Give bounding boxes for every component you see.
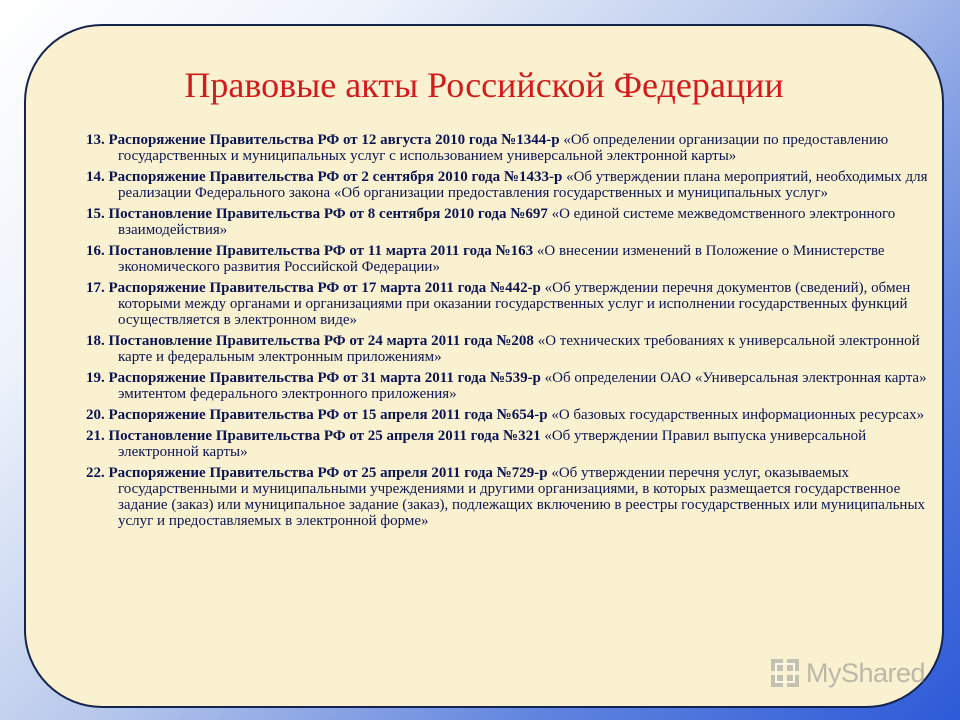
act-subject: «Об определении организации по предоставлению государственных и муниципальных услуг с использованием универсальной электронной карты» [118, 132, 889, 164]
slide-panel [24, 24, 944, 708]
legal-acts-list [86, 132, 944, 534]
act-reference: Постановление Правительства РФ от 11 марта 2011 года №163 [108, 243, 534, 259]
act-subject: «О единой системе межведомственного электронного взаимодействия» [118, 206, 896, 238]
watermark-text: MyShared [806, 657, 926, 688]
list-item [86, 243, 944, 275]
list-item [86, 333, 944, 365]
act-subject: «О технических требованиях к универсальной электронной карте и федеральным электронным приложениям» [118, 333, 920, 365]
list-item [86, 370, 944, 402]
act-reference: Распоряжение Правительства РФ от 31 марта 2011 года №539-р [108, 370, 541, 386]
act-number: 15. [86, 206, 105, 222]
act-number: 20. [86, 407, 105, 423]
act-reference: Постановление Правительства РФ от 24 марта 2011 года №208 [108, 333, 534, 349]
act-reference: Распоряжение Правительства РФ от 17 марта 2011 года №442-р [108, 280, 541, 296]
act-subject: «Об утверждении перечня документов (сведений), обмен которыми между органами и организациями при оказании государственных услуг и исполнении государственных функций осуществляется в электронном виде» [118, 280, 911, 328]
act-reference: Распоряжение Правительства РФ от 25 апреля 2011 года №729-р [108, 465, 548, 481]
myshared-watermark [768, 656, 925, 690]
act-number: 21. [86, 428, 105, 444]
slide-title: Правовые акты Российской Федерации [184, 65, 784, 105]
act-reference: Распоряжение Правительства РФ от 2 сентября 2010 года №1433-р [108, 169, 563, 185]
list-item [86, 280, 944, 328]
list-item [86, 407, 944, 423]
act-number: 17. [86, 280, 105, 296]
act-subject: «О внесении изменений в Положение о Министерстве экономического развития Российской Федерации» [118, 243, 885, 275]
list-item [86, 465, 944, 529]
act-number: 22. [86, 465, 105, 481]
list-item [86, 206, 944, 238]
act-number: 18. [86, 333, 105, 349]
act-reference: Распоряжение Правительства РФ от 15 апреля 2011 года №654-р [108, 407, 548, 423]
list-item [86, 169, 944, 201]
act-subject: «Об определении ОАО «Универсальная электронная карта» эмитентом федерального электронного приложения» [118, 370, 927, 402]
act-subject: «Об утверждении перечня услуг, оказываемых государственными и муниципальными учреждениями и другими организациями, в которых размещается государственное задание (заказ) или муниципальное задание (заказ), подлежащих включению в реестры государственных или муниципальных услуг и предоставляемых в электронной форме» [118, 465, 926, 529]
act-reference: Постановление Правительства РФ от 8 сентября 2010 года №697 [108, 206, 548, 222]
myshared-logo-icon [768, 656, 802, 690]
act-number: 13. [86, 132, 105, 148]
act-number: 16. [86, 243, 105, 259]
list-item [86, 428, 944, 460]
act-number: 19. [86, 370, 105, 386]
act-subject: «Об утверждении плана мероприятий, необходимых для реализации Федерального закона «Об организации предоставления государственных и муниципальных услуг» [118, 169, 928, 201]
act-subject: «О базовых государственных информационных ресурсах» [551, 407, 925, 423]
act-number: 14. [86, 169, 105, 185]
act-subject: «Об утверждении Правил выпуска универсальной электронной карты» [118, 428, 867, 460]
list-item [86, 132, 944, 164]
act-reference: Постановление Правительства РФ от 25 апреля 2011 года №321 [108, 428, 541, 444]
act-reference: Распоряжение Правительства РФ от 12 августа 2010 года №1344-р [108, 132, 560, 148]
